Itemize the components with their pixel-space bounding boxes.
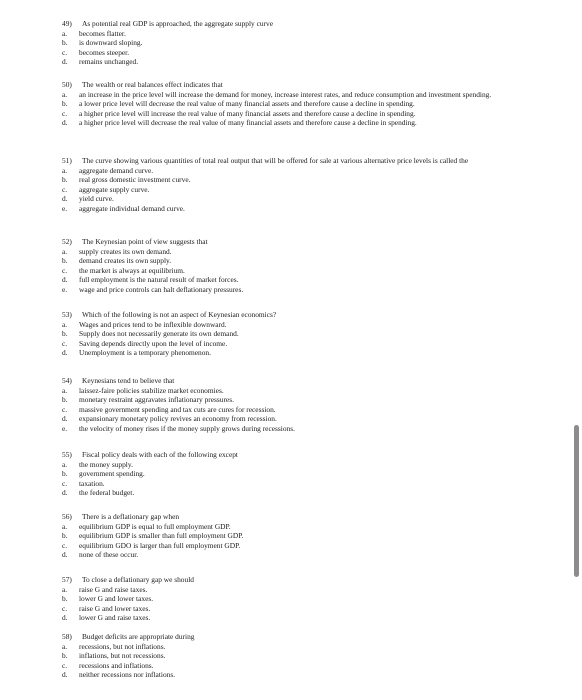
option-d <box>62 275 532 285</box>
option-a <box>62 29 532 39</box>
option-letter: a. <box>62 521 68 531</box>
question-stem: The Keynesian point of view suggests that <box>82 237 208 246</box>
option-d <box>62 348 532 358</box>
option-text: inflations, but not recessions. <box>79 651 166 661</box>
option-text: laissez-faire policies stabilize market economies. <box>79 385 224 395</box>
question-58 <box>62 632 532 680</box>
question-stem: There is a deflationary gap when <box>82 512 180 521</box>
option-letter: d. <box>62 414 68 424</box>
question-52 <box>62 237 532 295</box>
option-text: none of these occur. <box>79 550 139 560</box>
question-stem: Fiscal policy deals with each of the following except <box>82 450 238 459</box>
option-c <box>62 661 532 671</box>
option-letter: a. <box>62 584 68 594</box>
option-text: neither recessions nor inflations. <box>79 670 176 680</box>
option-text: Supply does not necessarily generate its own demand. <box>79 329 239 339</box>
option-d <box>62 414 532 424</box>
option-b <box>62 469 532 479</box>
question-stem: Which of the following is not an aspect of Keynesian economics? <box>82 310 277 319</box>
option-text: massive government spending and tax cuts are cures for recession. <box>79 404 276 414</box>
option-c <box>62 339 532 349</box>
question-50 <box>62 80 532 128</box>
question-number: 57) <box>62 575 72 584</box>
question-number: 51) <box>62 156 72 165</box>
option-text: an increase in the price level will increase the demand for money, increase interest rates, and reduce consumption and investment spending. <box>79 89 492 99</box>
option-text: Saving depends directly upon the level of income. <box>79 338 228 348</box>
option-b <box>62 395 532 405</box>
option-text: raise G and lower taxes. <box>79 603 151 613</box>
option-text: a higher price level will decrease the real value of many financial assets and therefore cause a decline in spending. <box>79 118 417 128</box>
option-text: Wages and prices tend to be inflexible downward. <box>79 319 227 329</box>
question-stem: To close a deflationary gap we should <box>82 575 194 584</box>
option-letter: d. <box>62 194 68 204</box>
option-letter: d. <box>62 550 68 560</box>
option-text: becomes flatter. <box>79 28 126 38</box>
option-d <box>62 670 532 680</box>
option-text: equilibrium GDP is smaller than full employment GDP. <box>79 531 244 541</box>
option-c <box>62 48 532 58</box>
question-number: 52) <box>62 237 72 246</box>
option-letter: a. <box>62 319 68 329</box>
option-letter: c. <box>62 338 68 348</box>
option-text: a higher price level will increase the real value of many financial assets and therefore cause a decline in spending. <box>79 108 416 118</box>
option-text: yield curve. <box>79 194 114 204</box>
option-letter: b. <box>62 99 68 109</box>
option-letter: b. <box>62 395 68 405</box>
vertical-scrollbar[interactable] <box>572 0 582 700</box>
option-d <box>62 118 532 128</box>
option-letter: c. <box>62 404 68 414</box>
question-stem: The wealth or real balances effect indicates that <box>82 80 223 89</box>
question-stem: Keynesians tend to believe that <box>82 376 175 385</box>
option-letter: c. <box>62 265 68 275</box>
option-letter: c. <box>62 540 68 550</box>
option-c <box>62 405 532 415</box>
option-b <box>62 329 532 339</box>
option-text: taxation. <box>79 478 105 488</box>
option-letter: d. <box>62 613 68 623</box>
question-number: 56) <box>62 512 72 521</box>
option-text: recessions, but not inflations. <box>79 641 166 651</box>
option-text: Unemployment is a temporary phenomenon. <box>79 348 211 358</box>
option-d <box>62 194 532 204</box>
option-text: the federal budget. <box>79 488 135 498</box>
option-text: aggregate demand curve. <box>79 165 154 175</box>
option-letter: a. <box>62 246 68 256</box>
option-text: government spending. <box>79 469 145 479</box>
option-c <box>62 185 532 195</box>
option-text: raise G and raise taxes. <box>79 584 148 594</box>
option-a <box>62 642 532 652</box>
option-letter: b. <box>62 651 68 661</box>
option-text: remains unchanged. <box>79 57 139 67</box>
option-b <box>62 99 532 109</box>
option-b <box>62 594 532 604</box>
option-a <box>62 386 532 396</box>
question-54 <box>62 376 532 434</box>
option-text: becomes steeper. <box>79 47 130 57</box>
option-letter: c. <box>62 184 68 194</box>
option-c <box>62 109 532 119</box>
option-letter: e. <box>62 284 68 294</box>
option-letter: a. <box>62 165 68 175</box>
option-a <box>62 522 532 532</box>
option-e <box>62 285 532 295</box>
option-d <box>62 488 532 498</box>
question-number: 49) <box>62 19 72 28</box>
option-text: demand creates its own supply. <box>79 256 172 266</box>
option-letter: b. <box>62 38 68 48</box>
question-stem: As potential real GDP is approached, the aggregate supply curve <box>82 19 273 28</box>
option-a <box>62 90 532 100</box>
option-d <box>62 550 532 560</box>
question-53 <box>62 310 532 358</box>
option-letter: c. <box>62 478 68 488</box>
option-e <box>62 204 532 214</box>
option-text: the market is always at equilibrium. <box>79 265 185 275</box>
option-letter: b. <box>62 256 68 266</box>
option-d <box>62 613 532 623</box>
option-b <box>62 38 532 48</box>
option-letter: c. <box>62 660 68 670</box>
option-c <box>62 266 532 276</box>
option-a <box>62 166 532 176</box>
option-letter: a. <box>62 385 68 395</box>
question-55 <box>62 450 532 498</box>
option-letter: e. <box>62 423 68 433</box>
option-b <box>62 531 532 541</box>
option-b <box>62 175 532 185</box>
option-e <box>62 424 532 434</box>
option-text: equilibrium GDP is equal to full employment GDP. <box>79 521 231 531</box>
question-49 <box>62 19 532 67</box>
option-text: expansionary monetary policy revives an economy from recession. <box>79 414 277 424</box>
option-text: supply creates its own demand. <box>79 246 172 256</box>
option-text: is downward sloping. <box>79 38 143 48</box>
option-letter: a. <box>62 641 68 651</box>
option-a <box>62 320 532 330</box>
scrollbar-thumb[interactable] <box>574 425 579 577</box>
option-text: the money supply. <box>79 459 133 469</box>
option-a <box>62 247 532 257</box>
option-letter: d. <box>62 57 68 67</box>
question-number: 53) <box>62 310 72 319</box>
option-text: recessions and inflations. <box>79 660 154 670</box>
option-letter: c. <box>62 47 68 57</box>
option-c <box>62 604 532 614</box>
option-letter: c. <box>62 603 68 613</box>
option-letter: e. <box>62 203 68 213</box>
option-text: wage and price controls can halt deflationary pressures. <box>79 284 244 294</box>
question-number: 58) <box>62 632 72 641</box>
option-letter: a. <box>62 459 68 469</box>
option-text: aggregate supply curve. <box>79 184 150 194</box>
option-letter: d. <box>62 488 68 498</box>
question-57 <box>62 575 532 623</box>
option-letter: a. <box>62 89 68 99</box>
option-c <box>62 479 532 489</box>
option-letter: a. <box>62 28 68 38</box>
question-51 <box>62 156 532 214</box>
question-stem: Budget deficits are appropriate during <box>82 632 195 641</box>
option-text: a lower price level will decrease the real value of many financial assets and therefore cause a decline in spending. <box>79 99 415 109</box>
option-b <box>62 651 532 661</box>
option-a <box>62 585 532 595</box>
option-d <box>62 57 532 67</box>
option-letter: b. <box>62 469 68 479</box>
option-text: real gross domestic investment curve. <box>79 175 191 185</box>
option-text: aggregate individual demand curve. <box>79 203 185 213</box>
question-56 <box>62 512 532 560</box>
option-letter: d. <box>62 670 68 680</box>
option-text: the velocity of money rises if the money supply grows during recessions. <box>79 423 295 433</box>
question-number: 50) <box>62 80 72 89</box>
option-letter: d. <box>62 348 68 358</box>
option-text: equilibrium GDO is larger than full employment GDP. <box>79 540 241 550</box>
option-text: lower G and raise taxes. <box>79 613 151 623</box>
option-letter: d. <box>62 118 68 128</box>
option-letter: c. <box>62 108 68 118</box>
option-text: monetary restraint aggravates inflationary pressures. <box>79 395 234 405</box>
option-letter: b. <box>62 175 68 185</box>
option-letter: b. <box>62 531 68 541</box>
option-c <box>62 541 532 551</box>
option-a <box>62 460 532 470</box>
option-text: full employment is the natural result of market forces. <box>79 275 239 285</box>
option-letter: d. <box>62 275 68 285</box>
question-stem: The curve showing various quantities of total real output that will be offered for sale at various alternative price levels is called the <box>82 156 469 165</box>
question-number: 55) <box>62 450 72 459</box>
option-letter: b. <box>62 329 68 339</box>
option-text: lower G and lower taxes. <box>79 594 154 604</box>
option-b <box>62 256 532 266</box>
option-letter: b. <box>62 594 68 604</box>
question-number: 54) <box>62 376 72 385</box>
